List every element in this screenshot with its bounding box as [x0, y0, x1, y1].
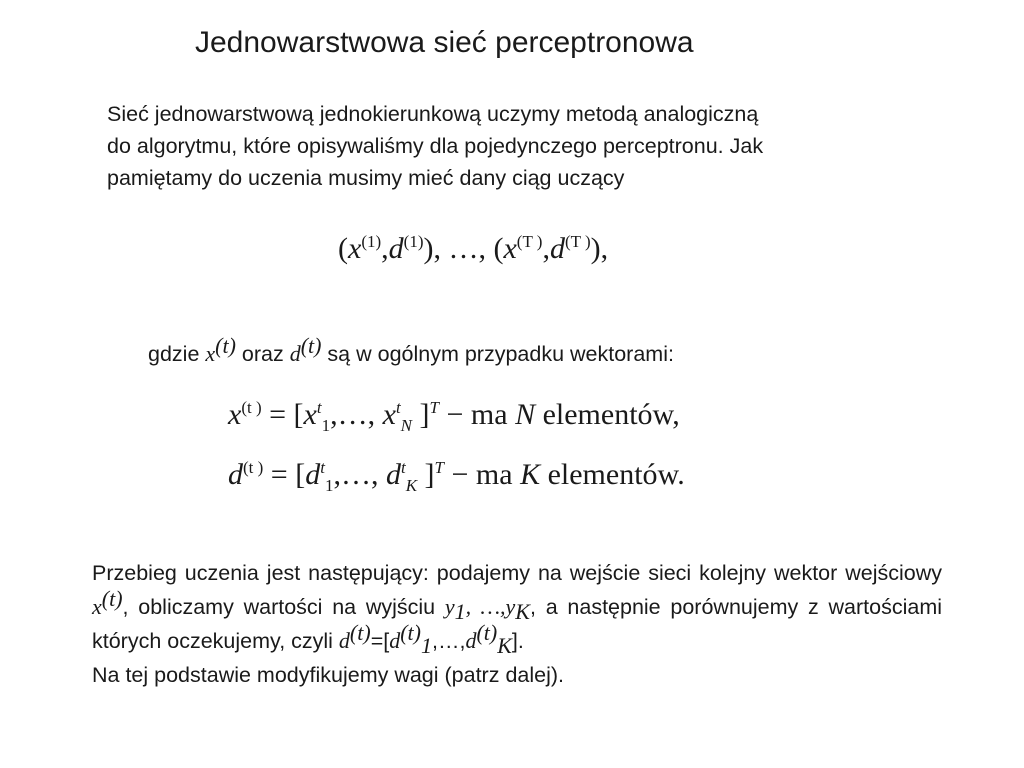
eq1-v1: x	[303, 398, 317, 431]
intro-paragraph	[107, 98, 927, 194]
eq2-v1-sub: 1	[324, 476, 334, 495]
seq-comma-1: ,	[381, 232, 389, 265]
eq1-word: elementów,	[535, 398, 680, 431]
procedure-last-line: Na tej podstawie modyfikujemy wagi (patrz dalej).	[92, 663, 565, 687]
eq1-eq: = [	[261, 398, 304, 431]
procedure-ydots: , …,	[465, 594, 506, 619]
equation-d-vector	[228, 458, 685, 495]
eq1-T: T	[429, 398, 439, 417]
eq2-v2-sub: K	[405, 476, 418, 495]
where-word-2: oraz	[235, 342, 290, 367]
procedure-d-sup: (t)	[349, 619, 371, 645]
procedure-y1: y	[444, 594, 455, 619]
procedure-yK: y	[505, 594, 516, 619]
eq2-dots: ,…,	[333, 458, 386, 491]
eq1-v2-sup: t	[395, 398, 401, 417]
where-x-sup: (t)	[215, 333, 236, 358]
equation-x-vector	[228, 398, 680, 435]
intro-line-3: pamiętamy do uczenia musimy mieć dany ciąg uczący	[107, 166, 625, 190]
eq1-v2: x	[382, 398, 396, 431]
procedure-text	[92, 556, 942, 658]
eq1-count: N	[515, 398, 536, 431]
eq2-lhs: d	[228, 458, 243, 491]
procedure-t4: =[	[370, 629, 390, 653]
eq2-close: ]	[417, 458, 435, 491]
eq2-word: elementów.	[540, 458, 685, 491]
procedure-yK-sub: K	[515, 599, 530, 625]
eq1-close: ]	[412, 398, 430, 431]
eq2-v2: d	[385, 458, 401, 491]
eq2-count: K	[520, 458, 541, 491]
seq-d1-sup: (1)	[403, 232, 424, 251]
eq1-lhs-sup: (t )	[241, 398, 262, 417]
seq-mid: ), …, (	[423, 232, 504, 265]
eq1-lhs: x	[228, 398, 242, 431]
where-line	[148, 333, 674, 367]
procedure-d1: d	[389, 628, 401, 653]
eq2-v1: d	[305, 458, 321, 491]
eq1-dots: ,…,	[330, 398, 383, 431]
where-word-1: gdzie	[148, 342, 206, 367]
intro-line-1: Sieć jednowarstwową jednokierunkową uczymy metodą analogiczną	[107, 102, 759, 126]
where-x: x	[205, 341, 216, 367]
procedure-t3: , a następnie porównujemy z wartościami których oczekujemy, czyli	[92, 595, 943, 653]
eq2-v2-sup: t	[400, 458, 406, 477]
procedure-t6: ].	[511, 629, 524, 653]
seq-open: (	[338, 232, 348, 265]
learning-procedure-paragraph	[92, 556, 942, 692]
seq-x1: x	[348, 232, 362, 265]
procedure-t5: ,…,	[431, 629, 466, 653]
seq-dT-sup: (T )	[564, 232, 591, 251]
eq1-dash: − ma	[438, 398, 516, 431]
slide-title: Jednowarstwowa sieć perceptronowa	[195, 26, 694, 59]
seq-d1: d	[388, 232, 404, 265]
eq1-v1-sup: t	[316, 398, 322, 417]
procedure-t1: Przebieg uczenia jest następujący: podajemy na wejście sieci kolejny wektor wejściowy	[92, 561, 942, 585]
seq-dT: d	[549, 232, 565, 265]
eq2-eq: = [	[263, 458, 306, 491]
procedure-d1-sup: (t)	[400, 619, 421, 645]
eq1-v2-sub: N	[400, 416, 413, 435]
seq-xT: x	[503, 232, 517, 265]
seq-end: ),	[590, 232, 609, 265]
where-rest: są w ogólnym przypadku wektorami:	[321, 342, 674, 367]
procedure-y1-sub: 1	[454, 599, 466, 625]
procedure-dK-sup: (t)	[476, 619, 498, 645]
procedure-x: x	[92, 594, 102, 619]
training-sequence-formula	[338, 232, 608, 266]
eq2-v1-sup: t	[320, 458, 325, 477]
eq2-dash: − ma	[444, 458, 521, 491]
eq2-lhs-sup: (t )	[243, 458, 264, 477]
procedure-t2: , obliczamy wartości na wyjściu	[122, 595, 445, 619]
procedure-d: d	[338, 628, 350, 653]
seq-xT-sup: (T )	[516, 232, 543, 251]
procedure-dK-sub: K	[497, 633, 512, 659]
procedure-dK: d	[465, 628, 477, 653]
intro-line-2: do algorytmu, które opisywaliśmy dla pojedynczego perceptronu. Jak	[107, 134, 764, 158]
procedure-x-sup: (t)	[101, 585, 123, 611]
seq-comma-2: ,	[542, 232, 550, 265]
eq2-T: T	[434, 458, 444, 477]
where-d: d	[289, 341, 301, 367]
procedure-d1-sub: 1	[420, 633, 432, 659]
seq-x1-sup: (1)	[361, 232, 382, 251]
eq1-v1-sub: 1	[321, 416, 331, 435]
where-d-sup: (t)	[300, 333, 322, 358]
